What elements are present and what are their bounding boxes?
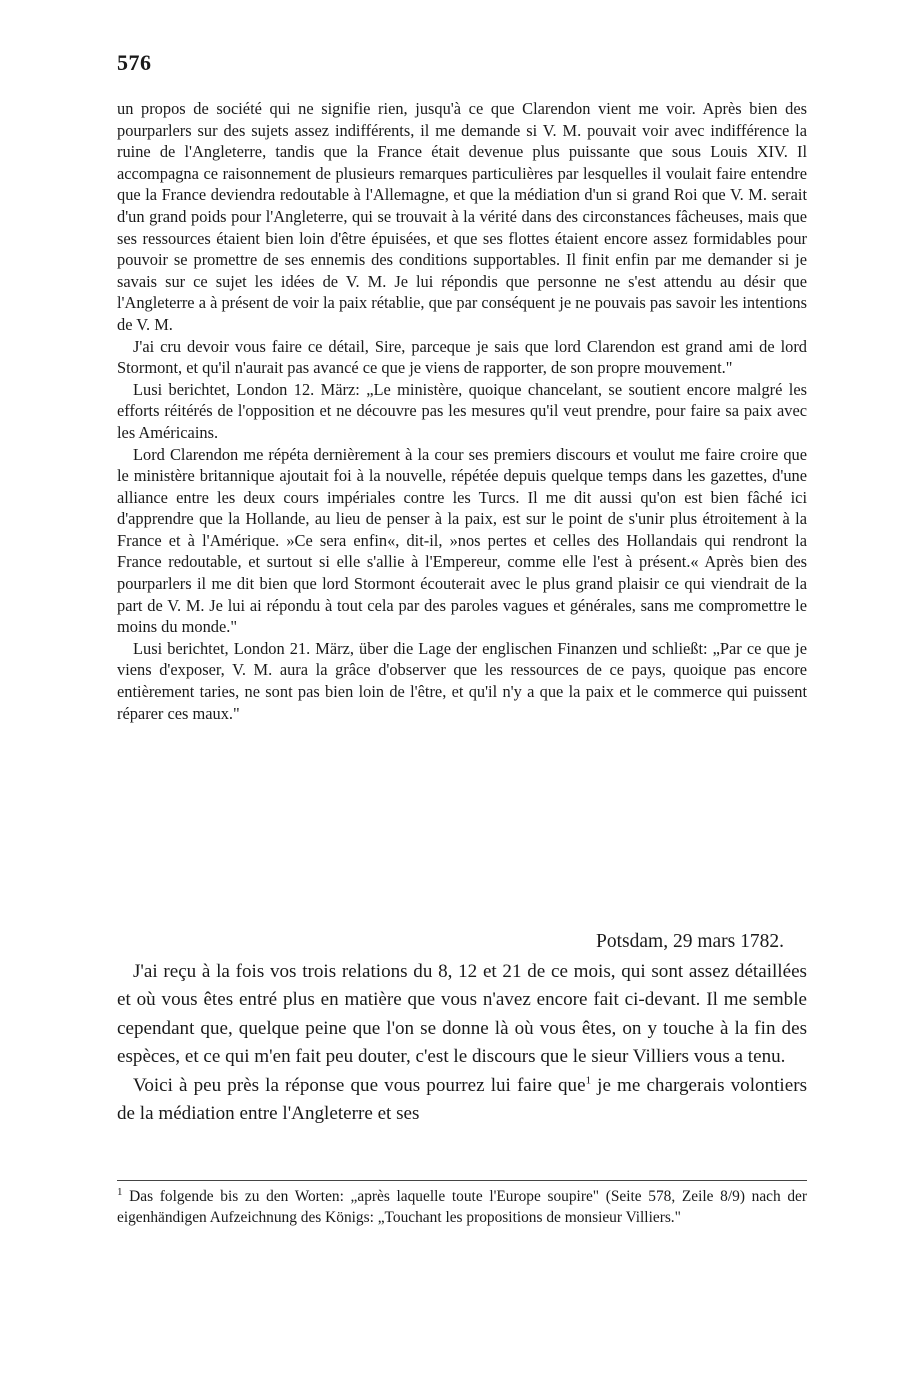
- page-number: 576: [117, 50, 152, 75]
- footnote: [117, 1187, 807, 1228]
- footnote-text: Das folgende bis zu den Worten: „après laquelle toute l'Europe soupire" (Seite 578, Zeile 8/9) nach der eigenhändigen Aufzeichnung des Königs: „Touchant les propositions de monsieur Villiers.": [117, 1188, 807, 1226]
- letter-paragraph: J'ai reçu à la fois vos trois relations du 8, 12 et 21 de ce mois, qui sont assez détaillées et où vous êtes entré plus en matière que vous n'avez encore fait ci-devant. Il me semble cependant que, quelque peine que l'on se donne là où vous êtes, on y touche à la fin des espèces, et ce qui m'en fait peu douter, c'est le discours que le sieur Villiers vous a tenu.: [117, 961, 807, 1068]
- quoted-paragraph: Lusi berichtet, London 12. März: „Le ministère, quoique chancelant, se soutient encore malgré les efforts réitérés de l'opposition et ne découvre pas les mesures qu'il veut prendre, pour faire sa paix avec les Américains.: [117, 379, 807, 442]
- quoted-paragraph: un propos de société qui ne signifie rien, jusqu'à ce que Clarendon vient me voir. Après bien des pourparlers sur des sujets assez indifférents, il me demande si V. M. pouvait voir avec indifférence la ruine de l'Angleterre, tandis que la France était devenue plus puissante que sous Louis XIV. Il accompagna ce raisonnement de plusieurs remarques particulières par lesquelles il voulait faire entendre que la France deviendra redoutable à l'Allemagne, et que la médiation d'un si grand Roi que V. M. serait d'un grand poids pour l'Angleterre, qui se trouvait à la vérité dans des circonstances fâcheuses, mais que ses ressources étaient bien loin d'être épuisées, et que ses flottes étaient encore assez formidables pour pouvoir se promettre de ses ennemis des conditions supportables. Il finit enfin par me demander si je savais sur ce sujet les idées de V. M. Je lui répondis que personne ne s'est attendu au désir que l'Angleterre a à présent de voir la paix rétablie, que par conséquent je ne pouvais pas savoir les intentions de V. M.: [117, 99, 807, 334]
- letter-body: [117, 958, 807, 1128]
- letter-paragraph: [117, 1072, 807, 1129]
- footnote-divider: [117, 1180, 807, 1181]
- letter-dateline: Potsdam, 29 mars 1782.: [596, 931, 784, 952]
- letter-text: Voici à peu près la réponse que vous pourrez lui faire que: [133, 1074, 586, 1096]
- footnote-reference[interactable]: 1: [585, 1074, 592, 1087]
- footnote-marker: 1: [117, 1185, 123, 1198]
- quoted-paragraph: Lord Clarendon me répéta dernièrement à la cour ses premiers discours et voulut me faire croire que le ministère britannique ajoutait foi à la nouvelle, répétée depuis quelque temps dans les gazettes, d'une alliance entre les deux cours impériales contre les Turcs. Il me dit aussi qu'on est bien fâché ici d'apprendre que la Hollande, au lieu de penser à la paix, est sur le point de s'unir plus étroitement à la France et à l'Amérique. »Ce sera enfin«, dit-il, »nos pertes et celles des Hollandais qui rendront la France redoutable, et surtout si elle s'allie à l'Empereur, comme elle l'est à présent.« Après bien des pourparlers il me dit bien que lord Stormont écouterait avec le plus grand plaisir ce qui viendrait de la part de V. M. Je lui ai répondu à tout cela par des paroles vagues et générales, sans me compromettre le moins du monde.": [117, 444, 807, 637]
- quoted-paragraph: Lusi berichtet, London 21. März, über die Lage der englischen Finanzen und schließt: „Par ce que je viens d'exposer, V. M. aura la grâce d'observer que les ressources de ce pays, quoique pas encore entièrement taries, ne sont pas bien loin de l'être, et qu'il n'y a que la paix et le commerce qui puissent réparer ces maux.": [117, 638, 807, 723]
- quoted-paragraph: J'ai cru devoir vous faire ce détail, Sire, parceque je sais que lord Clarendon est grand ami de lord Stormont, et qu'il n'aurait pas avancé ce que je viens de rapporter, de son propre mouvement.": [117, 336, 807, 378]
- quoted-reports: [117, 98, 807, 724]
- letter-text: je me chargerais volontiers de la médiation entre l'Angleterre et ses: [117, 1074, 807, 1125]
